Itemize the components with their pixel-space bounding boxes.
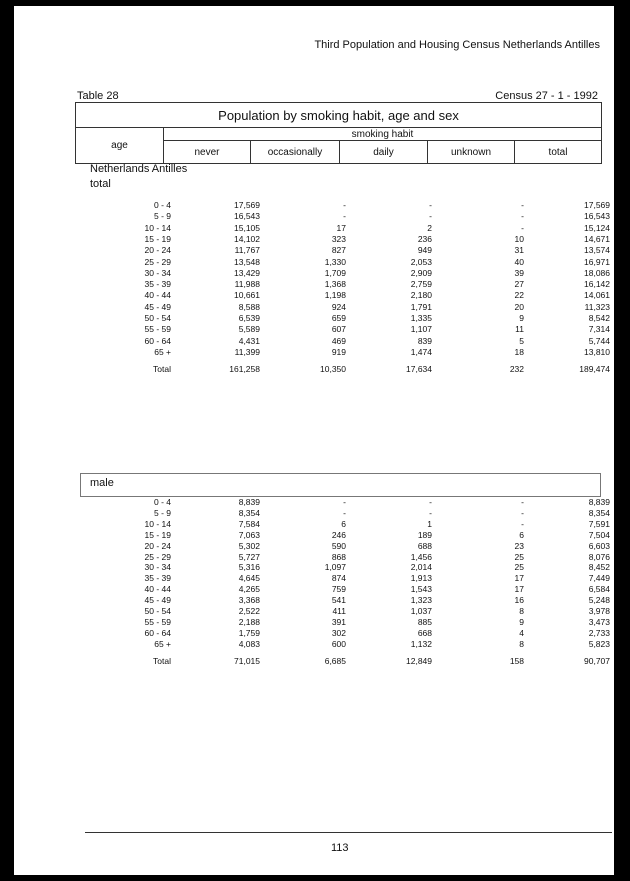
cell-daily: 949	[417, 245, 432, 256]
cell-age: 0 - 4	[153, 200, 171, 210]
cell-unk: 27	[514, 279, 524, 290]
cell-unk: -	[521, 200, 524, 210]
table-title: Population by smoking habit, age and sex	[75, 102, 602, 128]
cell-total: 16,543	[584, 211, 610, 222]
cell-unk: 8	[519, 638, 524, 649]
cell-total: 6,584	[588, 584, 610, 595]
cell-daily: 236	[417, 233, 432, 244]
cell-daily: -	[429, 507, 432, 518]
cell-occ: 874	[331, 573, 346, 584]
cell-daily: 17,634	[406, 364, 432, 375]
cell-occ: 600	[331, 638, 346, 649]
column-header	[75, 127, 602, 164]
cell-daily: -	[429, 200, 432, 210]
cell-age: 25 - 29	[144, 551, 171, 562]
sex-label: total	[90, 178, 111, 190]
cell-daily: 2,909	[410, 267, 432, 278]
cell-never: 13,548	[234, 256, 260, 267]
cell-never: 8,839	[238, 497, 260, 507]
cell-never: 5,316	[238, 562, 260, 573]
cell-unk: 20	[514, 301, 524, 312]
cell-age: 25 - 29	[144, 256, 171, 267]
cell-total: 16,142	[584, 279, 610, 290]
cell-never: 8,588	[238, 301, 260, 312]
cell-age: 40 - 44	[144, 584, 171, 595]
cell-occ: -	[343, 507, 346, 518]
cell-unk: 4	[519, 627, 524, 638]
cell-total: 6,603	[588, 540, 610, 551]
cell-occ: 10,350	[320, 364, 346, 375]
cell-total: 16,971	[584, 256, 610, 267]
cell-occ: 469	[331, 335, 346, 346]
cell-daily: 2,053	[410, 256, 432, 267]
cell-never: 2,188	[238, 616, 260, 627]
cell-age: 0 - 4	[153, 497, 171, 507]
cell-age: 35 - 39	[144, 279, 171, 290]
cell-age: 30 - 34	[144, 562, 171, 573]
cell-occ: 391	[331, 616, 346, 627]
cell-unk: 25	[514, 551, 524, 562]
cell-occ: -	[343, 497, 346, 507]
cell-daily: 189	[417, 529, 432, 540]
cell-age: 40 - 44	[144, 290, 171, 301]
cell-age: 65 +	[154, 346, 171, 357]
cell-age: 60 - 64	[144, 627, 171, 638]
cell-unk: -	[521, 507, 524, 518]
cell-never: 4,645	[238, 573, 260, 584]
sex-label-male: male	[90, 477, 114, 489]
cell-daily: 1,791	[410, 301, 432, 312]
cell-never: 11,767	[234, 245, 260, 256]
cell-occ: 246	[331, 529, 346, 540]
cell-unk: 6	[519, 529, 524, 540]
cell-unk: 16	[514, 595, 524, 606]
cell-daily: 1,543	[410, 584, 432, 595]
cell-total: 7,591	[588, 518, 610, 529]
cell-occ: 541	[331, 595, 346, 606]
cell-never: 161,258	[229, 364, 260, 375]
cell-occ: -	[343, 211, 346, 222]
col-occasionally: occasionally	[251, 141, 340, 164]
cell-unk: 9	[519, 313, 524, 323]
col-unknown: unknown	[428, 141, 515, 164]
cell-daily: 1,456	[410, 551, 432, 562]
cell-never: 13,429	[234, 267, 260, 278]
cell-never: 16,543	[234, 211, 260, 222]
cell-unk: -	[521, 518, 524, 529]
cell-unk: 9	[519, 616, 524, 627]
cell-unk: 17	[514, 584, 524, 595]
cell-daily: 885	[417, 616, 432, 627]
cell-unk: -	[521, 211, 524, 222]
cell-total: 5,744	[588, 335, 610, 346]
cell-occ: 1,709	[324, 267, 346, 278]
cell-unk: 18	[514, 346, 524, 357]
cell-unk: 22	[514, 290, 524, 301]
section-male-box	[80, 473, 601, 497]
cell-occ: 659	[331, 313, 346, 323]
cell-daily: -	[429, 211, 432, 222]
region-label: Netherlands Antilles	[90, 163, 188, 175]
cell-age: Total	[153, 364, 171, 375]
cell-age: 5 - 9	[153, 507, 171, 518]
cell-age: 50 - 54	[144, 313, 171, 323]
document-page	[14, 6, 614, 875]
cell-unk: 23	[514, 540, 524, 551]
cell-occ: 6,685	[324, 655, 346, 666]
cell-never: 17,569	[234, 200, 260, 210]
cell-total: 18,086	[584, 267, 610, 278]
cell-age: 45 - 49	[144, 595, 171, 606]
cell-total: 11,323	[584, 301, 610, 312]
cell-age: 20 - 24	[144, 540, 171, 551]
cell-total: 8,452	[588, 562, 610, 573]
cell-age: 45 - 49	[144, 301, 171, 312]
cell-daily: 1	[427, 518, 432, 529]
cell-total: 14,671	[584, 233, 610, 244]
cell-daily: 1,913	[410, 573, 432, 584]
cell-total: 2,733	[588, 627, 610, 638]
cell-occ: 323	[331, 233, 346, 244]
cell-occ: 924	[331, 301, 346, 312]
cell-never: 7,584	[238, 518, 260, 529]
col-group-smoking: smoking habit	[164, 128, 602, 141]
cell-occ: 1,368	[324, 279, 346, 290]
cell-age: 30 - 34	[144, 267, 171, 278]
cell-age: 20 - 24	[144, 245, 171, 256]
section-total-heading	[90, 162, 187, 192]
cell-unk: 10	[514, 233, 524, 244]
cell-never: 14,102	[234, 233, 260, 244]
cell-age: 50 - 54	[144, 606, 171, 616]
cell-age: 55 - 59	[144, 324, 171, 335]
cell-daily: 1,037	[410, 606, 432, 616]
cell-total: 15,124	[584, 222, 610, 233]
cell-unk: 39	[514, 267, 524, 278]
cell-age: 65 +	[154, 638, 171, 649]
cell-occ: 868	[331, 551, 346, 562]
cell-daily: 12,849	[406, 655, 432, 666]
cell-never: 8,354	[238, 507, 260, 518]
cell-unk: 232	[509, 364, 524, 375]
cell-occ: 919	[331, 346, 346, 357]
cell-occ: 17	[336, 222, 346, 233]
cell-total: 5,823	[588, 638, 610, 649]
cell-occ: 6	[341, 518, 346, 529]
cell-daily: 668	[417, 627, 432, 638]
cell-total: 8,542	[588, 313, 610, 323]
cell-age: 10 - 14	[144, 222, 171, 233]
page-number: 113	[331, 842, 349, 854]
cell-total: 7,314	[588, 324, 610, 335]
cell-daily: 1,132	[410, 638, 432, 649]
cell-daily: 2,759	[410, 279, 432, 290]
cell-age: 5 - 9	[153, 211, 171, 222]
cell-daily: -	[429, 497, 432, 507]
cell-unk: 17	[514, 573, 524, 584]
cell-total: 8,839	[588, 497, 610, 507]
cell-total: 8,076	[588, 551, 610, 562]
cell-never: 71,015	[234, 655, 260, 666]
cell-never: 1,759	[238, 627, 260, 638]
cell-never: 6,539	[238, 313, 260, 323]
table-number: Table 28	[77, 90, 119, 102]
cell-never: 5,302	[238, 540, 260, 551]
cell-never: 7,063	[238, 529, 260, 540]
col-never: never	[164, 141, 251, 164]
cell-age: 55 - 59	[144, 616, 171, 627]
cell-total: 189,474	[579, 364, 610, 375]
footer-rule	[85, 832, 612, 833]
cell-total: 17,569	[584, 200, 610, 210]
cell-daily: 2	[427, 222, 432, 233]
cell-occ: 759	[331, 584, 346, 595]
cell-never: 2,522	[238, 606, 260, 616]
cell-never: 4,431	[238, 335, 260, 346]
cell-total: 13,574	[584, 245, 610, 256]
cell-occ: 1,097	[324, 562, 346, 573]
cell-unk: 40	[514, 256, 524, 267]
cell-unk: 11	[515, 324, 524, 335]
cell-never: 10,661	[234, 290, 260, 301]
cell-occ: 411	[332, 606, 346, 616]
cell-never: 5,589	[238, 324, 260, 335]
cell-occ: -	[343, 200, 346, 210]
cell-total: 13,810	[584, 346, 610, 357]
cell-occ: 827	[331, 245, 346, 256]
cell-unk: 5	[519, 335, 524, 346]
cell-never: 11,399	[234, 346, 260, 357]
cell-age: 60 - 64	[144, 335, 171, 346]
cell-never: 5,727	[238, 551, 260, 562]
cell-daily: 1,474	[410, 346, 432, 357]
cell-occ: 1,198	[324, 290, 346, 301]
cell-age: 15 - 19	[144, 529, 171, 540]
cell-unk: -	[521, 497, 524, 507]
cell-age: 10 - 14	[144, 518, 171, 529]
cell-occ: 590	[331, 540, 346, 551]
cell-total: 90,707	[584, 655, 610, 666]
cell-daily: 2,180	[410, 290, 432, 301]
cell-total: 7,504	[588, 529, 610, 540]
cell-never: 3,368	[238, 595, 260, 606]
col-total: total	[515, 141, 602, 164]
cell-never: 4,083	[238, 638, 260, 649]
cell-daily: 1,107	[410, 324, 432, 335]
col-age: age	[76, 128, 164, 164]
cell-unk: -	[521, 222, 524, 233]
cell-total: 3,978	[588, 606, 610, 616]
cell-total: 14,061	[584, 290, 610, 301]
cell-age: 35 - 39	[144, 573, 171, 584]
cell-age: 15 - 19	[144, 233, 171, 244]
cell-daily: 839	[417, 335, 432, 346]
running-header: Third Population and Housing Census Netherlands Antilles	[314, 39, 600, 51]
cell-total: 3,473	[588, 616, 610, 627]
cell-unk: 8	[519, 606, 524, 616]
cell-unk: 31	[514, 245, 524, 256]
cell-never: 15,105	[234, 222, 260, 233]
cell-total: 8,354	[588, 507, 610, 518]
census-date: Census 27 - 1 - 1992	[495, 90, 598, 102]
cell-daily: 2,014	[410, 562, 432, 573]
cell-daily: 1,335	[410, 313, 432, 323]
cell-total: 7,449	[588, 573, 610, 584]
cell-daily: 688	[417, 540, 432, 551]
cell-occ: 1,330	[324, 256, 346, 267]
cell-occ: 302	[331, 627, 346, 638]
cell-unk: 25	[514, 562, 524, 573]
cell-never: 11,988	[234, 279, 260, 290]
cell-total: 5,248	[588, 595, 610, 606]
cell-unk: 158	[509, 655, 524, 666]
col-daily: daily	[340, 141, 428, 164]
cell-occ: 607	[331, 324, 346, 335]
cell-age: Total	[153, 655, 171, 666]
cell-never: 4,265	[238, 584, 260, 595]
cell-daily: 1,323	[410, 595, 432, 606]
